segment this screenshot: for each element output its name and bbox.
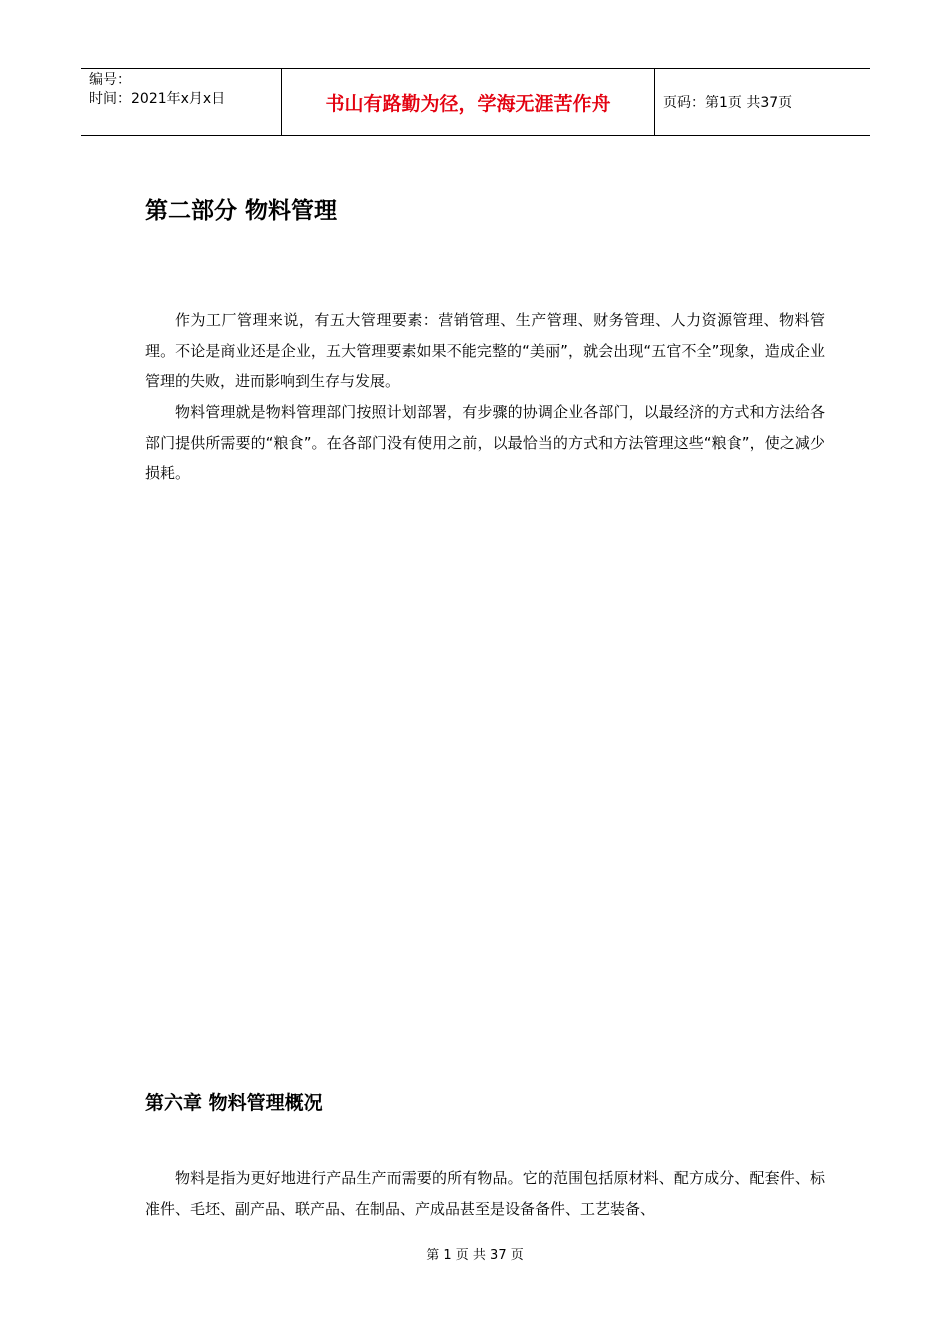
chapter-paragraph: 物料是指为更好地进行产品生产而需要的所有物品。它的范围包括原材料、配方成分、配套件、标准件、毛坯、副产品、联产品、在制品、产成品甚至是设备备件、工艺装备、 xyxy=(145,1169,825,1218)
header-meta-cell xyxy=(81,69,281,135)
header-page-cell xyxy=(655,69,870,135)
chapter-title: 第六章 物料管理概况 xyxy=(145,1092,323,1114)
document-header xyxy=(81,68,870,136)
intro-paragraph: 物料管理就是物料管理部门按照计划部署，有步骤的协调企业各部门，以最经济的方式和方法给各部门提供所需要的“粮食”。在各部门没有使用之前，以最恰当的方式和方法管理这些“粮食”，使之减少损耗。 xyxy=(145,403,825,482)
date-label: 时间：2021年x月x日 xyxy=(89,91,226,107)
motto-text: 书山有路勤为径，学海无涯苦作舟 xyxy=(325,93,611,115)
intro-paragraph: 作为工厂管理来说，有五大管理要素：营销管理、生产管理、财务管理、人力资源管理、物料管理。不论是商业还是企业，五大管理要素如果不能完整的“美丽”，就会出现“五官不全”现象，造成企业管理的失败，进而影响到生存与发展。 xyxy=(145,311,825,390)
header-motto-cell xyxy=(281,69,655,135)
page-info: 页码：第1页 共37页 xyxy=(663,95,793,111)
serial-number-label: 编号： xyxy=(89,72,131,88)
page-footer: 第 1 页 共 37 页 xyxy=(426,1248,524,1263)
part-title: 第二部分 物料管理 xyxy=(145,198,338,224)
